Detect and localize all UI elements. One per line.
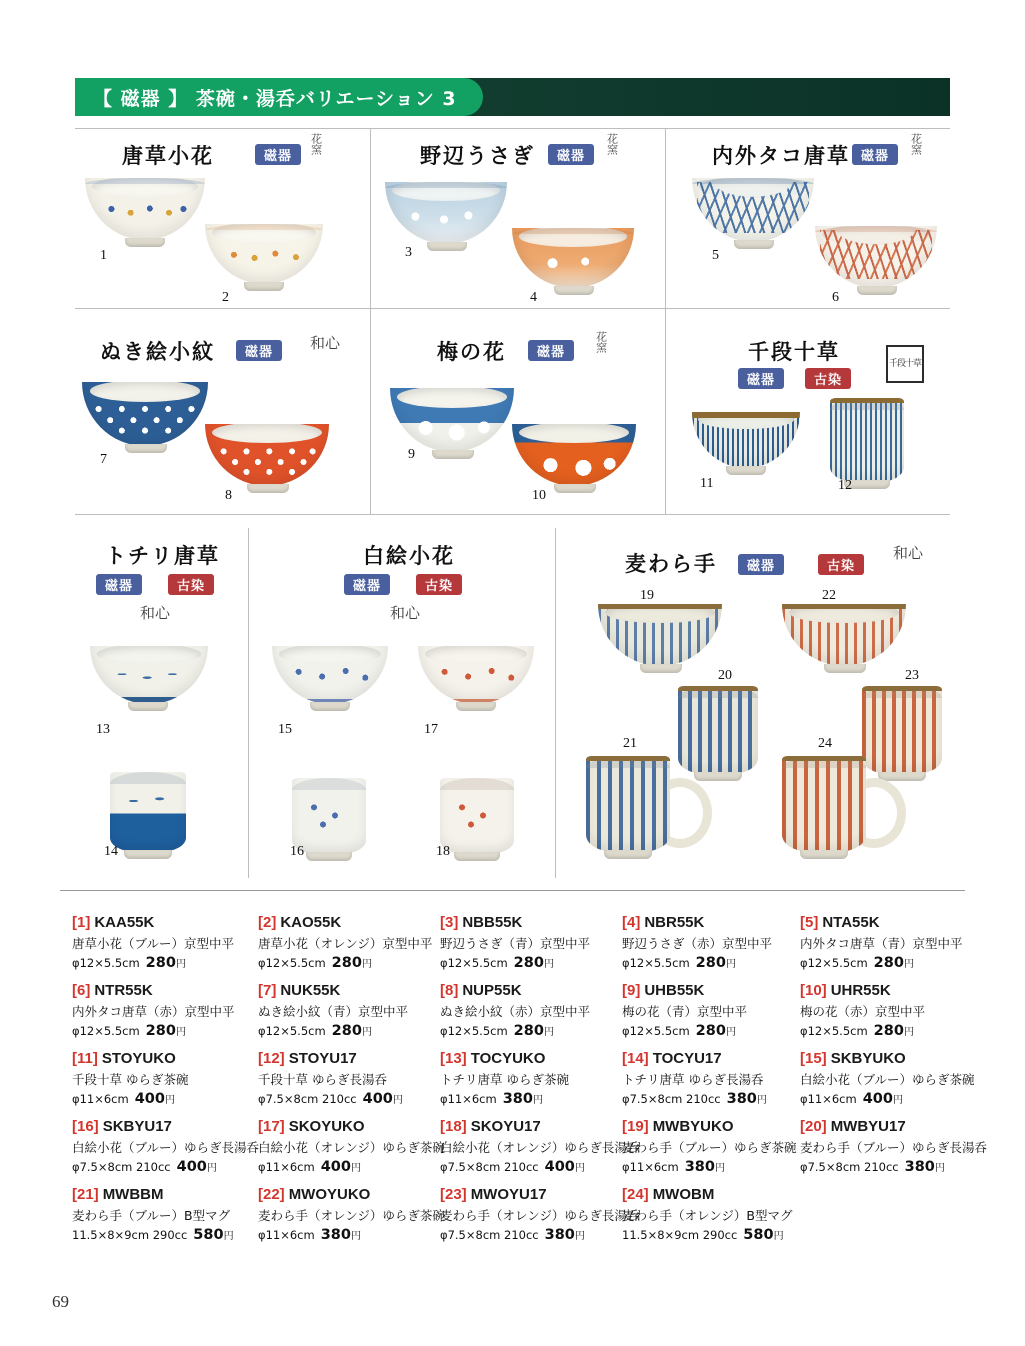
product-spec-24: 11.5×8×9cm 290cc 580円 [622, 1227, 784, 1243]
product-code-23: [23] MWOYU17 [440, 1186, 547, 1203]
photo-number-9: 9 [408, 447, 415, 462]
section-title-8: 白絵小花 [363, 544, 455, 568]
product-desc-23: 麦わら手（オレンジ）ゆらぎ長湯呑 [440, 1208, 640, 1223]
product-code-5: [5] NTA55K [800, 914, 880, 931]
product-spec-10: φ12×5.5cm 280円 [800, 1023, 914, 1039]
wagokoro-logo-2: 和心 [140, 604, 171, 622]
page-title: 【 磁器 】 茶碗・湯呑バリエーション 3 [93, 87, 457, 110]
product-spec-13: φ11×6cm 380円 [440, 1091, 543, 1107]
product-spec-14: φ7.5×8cm 210cc 380円 [622, 1091, 767, 1107]
badge-jiki-8: 磁器 [344, 574, 390, 595]
product-code-14: [14] TOCYU17 [622, 1050, 722, 1067]
product-spec-5: φ12×5.5cm 280円 [800, 955, 914, 971]
photo-number-19: 19 [640, 588, 654, 603]
product-code-15: [15] SKBYUKO [800, 1050, 906, 1067]
photo-number-15: 15 [278, 722, 292, 737]
divider-v6 [555, 528, 556, 878]
product-desc-1: 唐草小花（ブルー）京型中平 [72, 936, 235, 951]
product-spec-11: φ11×6cm 400円 [72, 1091, 175, 1107]
product-entry-8 [440, 982, 590, 1039]
product-code-9: [9] UHB55K [622, 982, 705, 999]
product-spec-9: φ12×5.5cm 280円 [622, 1023, 736, 1039]
product-code-4: [4] NBR55K [622, 914, 705, 931]
divider-top [75, 128, 950, 129]
product-desc-21: 麦わら手（ブルー）B型マグ [72, 1208, 231, 1223]
product-spec-4: φ12×5.5cm 280円 [622, 955, 736, 971]
product-desc-6: 内外タコ唐草（赤）京型中平 [72, 1004, 235, 1019]
badge-jiki-5: 磁器 [528, 340, 574, 361]
divider-row1 [75, 308, 950, 309]
product-entry-15 [800, 1050, 975, 1107]
kiln-brushmark-3: 花 窯 [910, 133, 923, 157]
product-desc-24: 麦わら手（オレンジ）B型マグ [622, 1208, 793, 1223]
divider-v2 [665, 128, 666, 308]
photo-number-16: 16 [290, 844, 304, 859]
product-desc-20: 麦わら手（ブルー）ゆらぎ長湯呑 [800, 1140, 988, 1155]
product-entry-10 [800, 982, 925, 1039]
product-desc-10: 梅の花（赤）京型中平 [800, 1004, 926, 1019]
product-code-1: [1] KAA55K [72, 914, 155, 931]
badge-jiki-7: 磁器 [96, 574, 142, 595]
brand-stamp: 千段十草 [886, 345, 924, 383]
product-spec-17: φ11×6cm 400円 [258, 1159, 361, 1175]
badge-kozome-9: 古染 [818, 554, 864, 575]
page-number: 69 [52, 1292, 69, 1311]
product-code-10: [10] UHR55K [800, 982, 891, 999]
product-spec-15: φ11×6cm 400円 [800, 1091, 903, 1107]
product-entry-22 [258, 1186, 445, 1243]
product-desc-7: ぬき絵小紋（青）京型中平 [258, 1004, 409, 1019]
product-code-2: [2] KAO55K [258, 914, 342, 931]
product-entry-18 [440, 1118, 639, 1175]
product-entry-21 [72, 1186, 234, 1243]
wagokoro-logo-3: 和心 [390, 604, 421, 622]
product-code-22: [22] MWOYUKO [258, 1186, 371, 1203]
photo-number-21: 21 [623, 736, 637, 751]
product-spec-3: φ12×5.5cm 280円 [440, 955, 554, 971]
product-spec-7: φ12×5.5cm 280円 [258, 1023, 372, 1039]
product-desc-11: 千段十草 ゆらぎ茶碗 [72, 1072, 189, 1087]
divider-v1 [370, 128, 371, 308]
photo-number-11: 11 [700, 476, 714, 491]
product-desc-15: 白絵小花（ブルー）ゆらぎ茶碗 [800, 1072, 975, 1087]
kiln-brushmark-1: 花 窯 [310, 133, 323, 157]
product-entry-3 [440, 914, 590, 971]
photo-number-17: 17 [424, 722, 438, 737]
product-spec-2: φ12×5.5cm 280円 [258, 955, 372, 971]
product-entry-4 [622, 914, 772, 971]
product-desc-9: 梅の花（青）京型中平 [622, 1004, 748, 1019]
product-code-8: [8] NUP55K [440, 982, 522, 999]
badge-jiki-4: 磁器 [236, 340, 282, 361]
badge-jiki-2: 磁器 [548, 144, 594, 165]
product-code-11: [11] STOYUKO [72, 1050, 176, 1067]
section-title-4: ぬき絵小紋 [100, 340, 215, 364]
kiln-brushmark-2: 花 窯 [606, 133, 619, 157]
photo-number-4: 4 [530, 290, 537, 305]
divider-row2 [75, 514, 950, 515]
product-entry-6 [72, 982, 235, 1039]
photo-number-10: 10 [532, 488, 546, 503]
badge-jiki-1: 磁器 [255, 144, 301, 165]
photo-number-1: 1 [100, 248, 107, 263]
divider-v3 [370, 308, 371, 514]
product-desc-16: 白絵小花（ブルー）ゆらぎ長湯呑 [72, 1140, 260, 1155]
photo-number-2: 2 [222, 290, 229, 305]
product-code-19: [19] MWBYUKO [622, 1118, 734, 1135]
product-code-13: [13] TOCYUKO [440, 1050, 546, 1067]
section-title-7: トチリ唐草 [105, 544, 220, 568]
badge-kozome-6: 古染 [805, 368, 851, 389]
product-code-21: [21] MWBBM [72, 1186, 164, 1203]
product-desc-17: 白絵小花（オレンジ）ゆらぎ茶碗 [258, 1140, 445, 1155]
photo-number-8: 8 [225, 488, 232, 503]
divider-v5 [248, 528, 249, 878]
wagokoro-logo-4: 和心 [893, 544, 924, 562]
product-spec-19: φ11×6cm 380円 [622, 1159, 725, 1175]
product-code-17: [17] SKOYUKO [258, 1118, 365, 1135]
product-spec-20: φ7.5×8cm 210cc 380円 [800, 1159, 945, 1175]
product-desc-22: 麦わら手（オレンジ）ゆらぎ茶碗 [258, 1208, 445, 1223]
product-entry-23 [440, 1186, 639, 1243]
section-title-6: 千段十草 [748, 340, 840, 364]
product-entry-19 [622, 1118, 797, 1175]
product-entry-12 [258, 1050, 403, 1107]
product-desc-8: ぬき絵小紋（赤）京型中平 [440, 1004, 591, 1019]
product-entry-1 [72, 914, 234, 971]
photo-number-18: 18 [436, 844, 450, 859]
product-entry-2 [258, 914, 432, 971]
wagokoro-logo-1: 和心 [310, 334, 341, 352]
photo-number-13: 13 [96, 722, 110, 737]
section-title-1: 唐草小花 [122, 144, 214, 168]
product-entry-24 [622, 1186, 792, 1243]
header-title-pill [75, 78, 483, 116]
product-spec-18: φ7.5×8cm 210cc 400円 [440, 1159, 585, 1175]
product-desc-18: 白絵小花（オレンジ）ゆらぎ長湯呑 [440, 1140, 640, 1155]
product-code-18: [18] SKOYU17 [440, 1118, 541, 1135]
product-entry-13 [440, 1050, 569, 1107]
photo-number-5: 5 [712, 248, 719, 263]
product-entry-17 [258, 1118, 445, 1175]
product-code-12: [12] STOYU17 [258, 1050, 357, 1067]
product-code-24: [24] MWOBM [622, 1186, 715, 1203]
divider-pricelist [60, 890, 965, 891]
badge-kozome-7: 古染 [168, 574, 214, 595]
product-desc-5: 内外タコ唐草（青）京型中平 [800, 936, 963, 951]
photo-number-22: 22 [822, 588, 836, 603]
photo-number-6: 6 [832, 290, 839, 305]
section-title-3: 内外タコ唐草 [712, 144, 850, 168]
divider-v4 [665, 308, 666, 514]
product-entry-11 [72, 1050, 188, 1107]
product-entry-14 [622, 1050, 767, 1107]
product-spec-8: φ12×5.5cm 280円 [440, 1023, 554, 1039]
photo-number-7: 7 [100, 452, 107, 467]
product-spec-6: φ12×5.5cm 280円 [72, 1023, 186, 1039]
product-desc-4: 野辺うさぎ（赤）京型中平 [622, 936, 773, 951]
section-title-9: 麦わら手 [625, 552, 717, 576]
product-desc-13: トチリ唐草 ゆらぎ茶碗 [440, 1072, 569, 1087]
product-entry-7 [258, 982, 408, 1039]
section-title-5: 梅の花 [437, 340, 506, 364]
product-spec-23: φ7.5×8cm 210cc 380円 [440, 1227, 585, 1243]
product-desc-3: 野辺うさぎ（青）京型中平 [440, 936, 591, 951]
product-code-7: [7] NUK55K [258, 982, 341, 999]
badge-jiki-6: 磁器 [738, 368, 784, 389]
photo-number-14: 14 [104, 844, 118, 859]
product-code-20: [20] MWBYU17 [800, 1118, 906, 1135]
product-spec-1: φ12×5.5cm 280円 [72, 955, 186, 971]
product-desc-14: トチリ唐草 ゆらぎ長湯呑 [622, 1072, 764, 1087]
product-spec-21: 11.5×8×9cm 290cc 580円 [72, 1227, 234, 1243]
product-code-16: [16] SKBYU17 [72, 1118, 172, 1135]
product-entry-16 [72, 1118, 259, 1175]
photo-number-23: 23 [905, 668, 919, 683]
photo-number-3: 3 [405, 245, 412, 260]
product-spec-22: φ11×6cm 380円 [258, 1227, 361, 1243]
product-spec-16: φ7.5×8cm 210cc 400円 [72, 1159, 217, 1175]
product-spec-12: φ7.5×8cm 210cc 400円 [258, 1091, 403, 1107]
photo-number-12: 12 [838, 478, 852, 493]
product-entry-20 [800, 1118, 987, 1175]
photo-number-24: 24 [818, 736, 832, 751]
badge-jiki-9: 磁器 [738, 554, 784, 575]
product-code-3: [3] NBB55K [440, 914, 523, 931]
product-code-6: [6] NTR55K [72, 982, 153, 999]
product-desc-2: 唐草小花（オレンジ）京型中平 [258, 936, 433, 951]
product-entry-5 [800, 914, 963, 971]
photo-number-20: 20 [718, 668, 732, 683]
product-entry-9 [622, 982, 747, 1039]
section-title-2: 野辺うさぎ [420, 144, 535, 168]
badge-jiki-3: 磁器 [852, 144, 898, 165]
product-desc-19: 麦わら手（ブルー）ゆらぎ茶碗 [622, 1140, 797, 1155]
badge-kozome-8: 古染 [416, 574, 462, 595]
kiln-brushmark-5: 花 窯 [595, 331, 608, 355]
product-desc-12: 千段十草 ゆらぎ長湯呑 [258, 1072, 387, 1087]
